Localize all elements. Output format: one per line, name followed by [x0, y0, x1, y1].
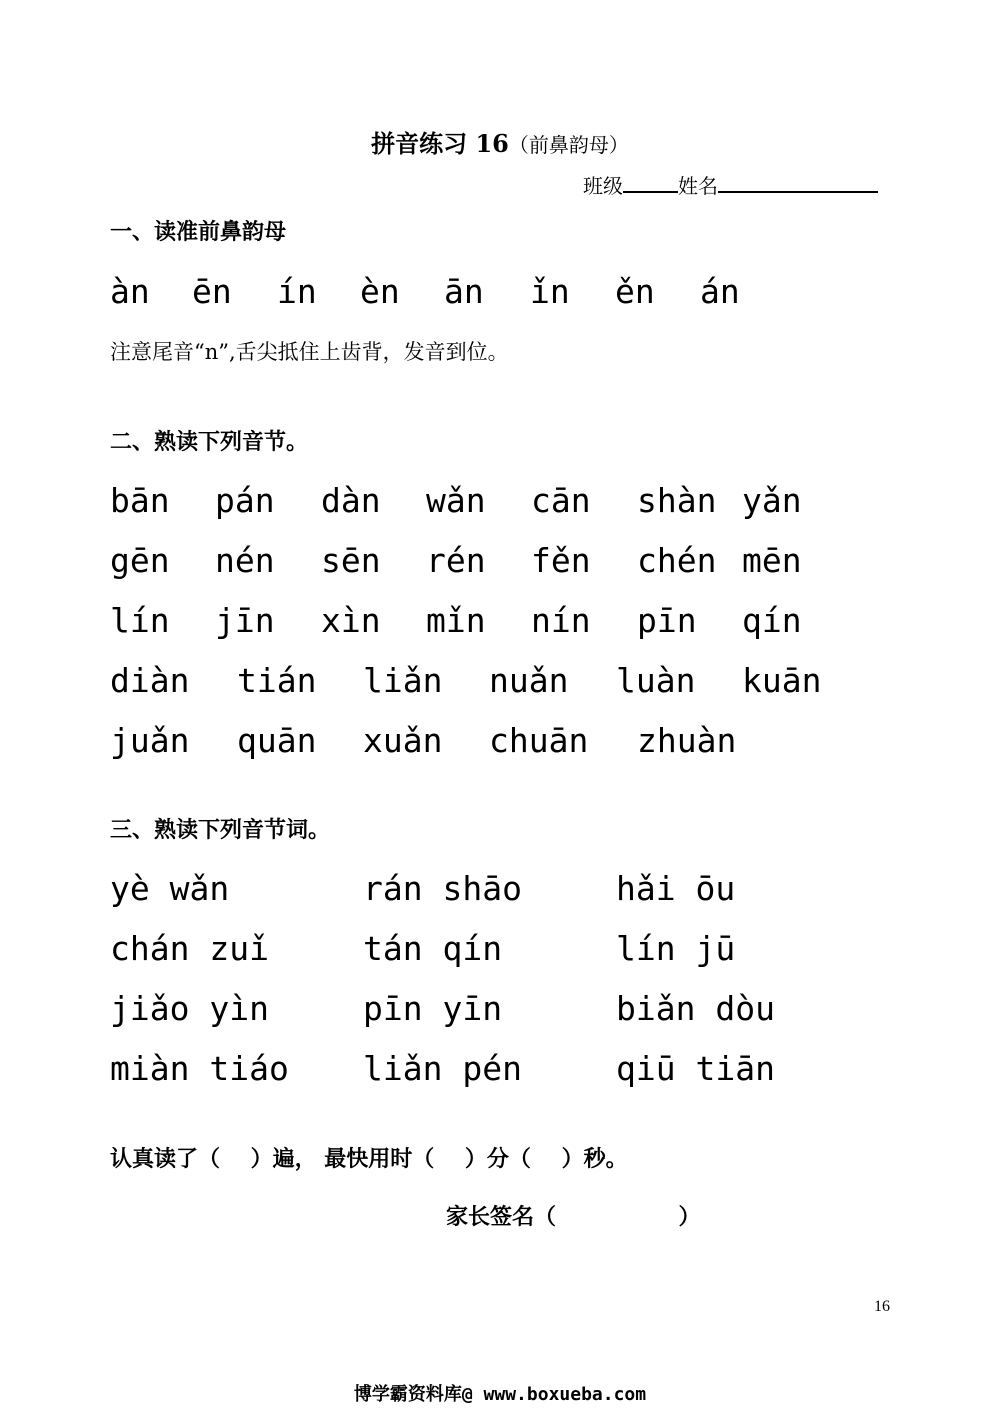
word: jiǎo yìn	[110, 989, 269, 1028]
syllable: mēn	[742, 541, 802, 580]
word-row	[110, 1049, 890, 1093]
final-item: ǐn	[530, 272, 570, 311]
syllable: pán	[215, 481, 275, 520]
syllable: chuān	[489, 721, 589, 760]
syllable: zhuàn	[637, 721, 737, 760]
final-item: ěn	[615, 272, 655, 311]
syllable-row	[110, 541, 890, 585]
syllable: juǎn	[110, 721, 190, 760]
class-blank[interactable]	[623, 171, 678, 193]
title-main: 拼音练习 16	[371, 129, 509, 158]
title-sub: （前鼻韵母）	[508, 133, 629, 157]
name-blank[interactable]	[718, 171, 878, 193]
word: yè wǎn	[110, 869, 230, 908]
name-label: 姓名	[678, 174, 718, 198]
syllable: xìn	[321, 601, 381, 640]
syllable: jīn	[215, 601, 275, 640]
word: chán zuǐ	[110, 929, 269, 968]
final-item: ān	[444, 272, 484, 311]
word: biǎn dòu	[616, 989, 775, 1028]
syllable: bān	[110, 481, 170, 520]
syllable: pīn	[637, 601, 697, 640]
section2-heading: 二、熟读下列音节。	[110, 429, 309, 455]
syllable: luàn	[616, 661, 696, 700]
section1-finals	[110, 272, 890, 316]
syllable: nén	[215, 541, 275, 580]
syllable: nuǎn	[489, 661, 569, 700]
syllable: quān	[237, 721, 317, 760]
final-item: ēn	[192, 272, 232, 311]
syllable: sēn	[321, 541, 381, 580]
word: hǎi ōu	[616, 869, 736, 908]
syllable-row	[110, 721, 890, 765]
syllable: wǎn	[426, 481, 486, 520]
section3-heading: 三、熟读下列音节词。	[110, 817, 331, 843]
syllable-row	[110, 661, 890, 705]
syllable: kuān	[742, 661, 822, 700]
parent-signature: 家长签名（ ）	[446, 1204, 701, 1230]
word-row	[110, 869, 890, 913]
page-title	[0, 124, 1000, 159]
word: rán shāo	[363, 869, 522, 908]
syllable: diàn	[110, 661, 190, 700]
reading-record-line: 认真读了（ ）遍， 最快用时（ ）分（ ）秒。	[110, 1146, 628, 1172]
pronunciation-note: 注意尾音“n”,舌尖抵住上齿背，发音到位。	[110, 340, 509, 364]
syllable: qín	[742, 601, 802, 640]
syllable: rén	[426, 541, 486, 580]
syllable: nín	[531, 601, 591, 640]
syllable-row	[110, 601, 890, 645]
word: liǎn pén	[363, 1049, 522, 1088]
word-row	[110, 989, 890, 1033]
final-item: án	[700, 272, 740, 311]
final-item: èn	[360, 272, 400, 311]
syllable: gēn	[110, 541, 170, 580]
syllable: mǐn	[426, 601, 486, 640]
syllable: fěn	[531, 541, 591, 580]
class-name-line	[583, 170, 878, 199]
syllable: lín	[110, 601, 170, 640]
final-item: àn	[110, 272, 150, 311]
syllable: tián	[237, 661, 317, 700]
syllable: cān	[531, 481, 591, 520]
word: tán qín	[363, 929, 503, 968]
syllable: yǎn	[742, 481, 802, 520]
watermark-text: 博学霸资料库@ www.boxueba.com	[353, 1384, 647, 1405]
word: pīn yīn	[363, 989, 503, 1028]
syllable: shàn	[637, 481, 717, 520]
word: lín jū	[616, 929, 736, 968]
section1-heading: 一、读准前鼻韵母	[110, 219, 287, 245]
syllable: chén	[637, 541, 717, 580]
syllable-row	[110, 481, 890, 525]
word: miàn tiáo	[110, 1049, 289, 1088]
syllable: xuǎn	[363, 721, 443, 760]
final-item: ín	[277, 272, 317, 311]
syllable: liǎn	[363, 661, 443, 700]
class-label: 班级	[583, 174, 623, 198]
syllable: dàn	[321, 481, 381, 520]
word-row	[110, 929, 890, 973]
page-number: 16	[874, 1298, 890, 1315]
word: qiū tiān	[616, 1049, 775, 1088]
